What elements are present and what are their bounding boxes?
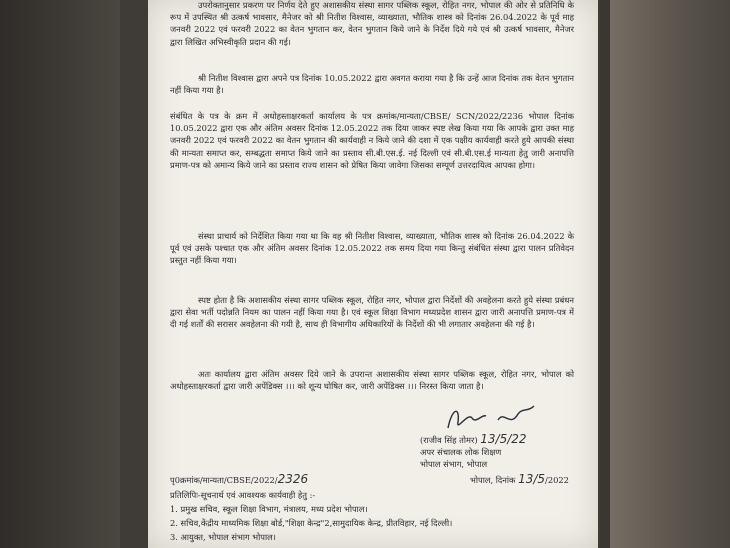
reference-number: 2326 (277, 472, 309, 486)
cc-item: 2. सचिव,केंद्रीय माध्यमिक शिक्षा बोर्ड,"शिक्षा केन्द्र"2,सामुदायिक केन्द्र, प्रीतविहार, नई दिल्ली। (170, 518, 453, 528)
cc-item: 3. आयुक्त, भोपाल संभाग भोपाल। (170, 532, 276, 542)
background-left (0, 0, 120, 548)
reference-place-date-label: भोपाल, दिनांक (470, 475, 516, 485)
signatory-name-line (420, 433, 590, 446)
cc-section (170, 488, 590, 544)
paragraph-order: अतः कार्यालय द्वारा अंतिम अवसर दिये जाने के उपरान्त अशासकीय संस्था सागर पब्लिक स्कूल, रोहित नगर, भोपाल को अधोहस्ताक्षरकर्ता द्वारा जारी अपेंडिक्स ।।। को शून्य घोषित कर, जारी अपेंडिक्स ।।। निरस्त किया जाता है। (170, 369, 574, 392)
paragraph-principal-directive: संस्था प्राचार्य को निर्देशित किया गया था कि वह श्री नितीश विश्वास, व्याख्याता, भौतिक शास्त्र को दिनांक 26.04.2022 के पूर्व एवं उसके पश्चात एक और अंतिम अवसर दिनांक 12.05.2022 तक समय दिया गया किन्तु संबंधित संस्था द्वारा पालन प्रतिवेदन प्रस्तुत नहीं किया गया। (170, 231, 574, 266)
reference-year: /2022 (545, 475, 569, 485)
cc-heading: प्रतिलिपिः-सूचनार्थ एवं आवश्यक कार्यवाही हेतु :- (170, 490, 316, 500)
paragraph-final-notice: संबंधित के पत्र के क्रम में अधोहस्ताक्षरकर्ता कार्यालय के पत्र क्रमांक/मान्यता/CBSE/ SCN/2022/2236 भोपाल दिनांक 10.05.2022 द्वारा एक और अंतिम अवसर दिनांक 12.05.2022 तक दिया जाकर स्पष्ट लेख किया गया कि आपके द्वारा उक्त माह जनवरी 2022 एवं फरवरी 2022 का वेतन भुगतान की कार्यवाही न किये जाने की दशा में एक पक्षीय कार्यवाही करते हुये आपकी संस्था की मान्यता समाप्त कर, सम्बद्धता समाप्त किये जाने का प्रस्ताव सी.बी.एस.ई. नई दिल्ली एवं सी.बी.एस.ई मान्यता हेतु जारी अनापत्ति प्रमाण-पत्र को अमान्य किये जाने का प्रस्ताव राज्य शासन को प्रेषित किया जावेगा जिसका सम्पूर्ण उत्तरदायित्व आपका होगा। (170, 111, 574, 170)
paragraph-decision: उपरोक्तानुसार प्रकरण पर निर्णय देते हुए अशासकीय संस्था सागर पब्लिक स्कूल, रोहित नगर, भोपाल की ओर से प्रतिनिधि के रूप में उपस्थित श्री उत्कर्ष भावसार, मैनेजर को श्री नितीश विश्वास, व्याख्याता, भौतिक शास्त्र को दिनांक 26.04.2022 के पूर्व माह जनवरी 2022 एवं फरवरी 2022 का वेतन भुगतान कर, वेतन भुगतान किये जाने के निर्देश दिये गये एवं श्री उत्कर्ष भावसार, मैनेजर द्वारा लिखित अभिस्वीकृति प्रदान की गई। (170, 0, 574, 47)
reference-prefix: पृ0क्रमांक/मान्यता/CBSE/2022/ (170, 475, 278, 485)
signature-block (420, 433, 590, 471)
reference-date-hand: 13/5 (518, 472, 546, 486)
cc-item: 1. प्रमुख सचिव, स्कूल शिक्षा विभाग, मंत्रालय, मध्य प्रदेश भोपाल। (170, 504, 368, 514)
paragraph-violation: स्पष्ट होता है कि अशासकीय संस्था सागर पब्लिक स्कूल, रोहित नगर, भोपाल द्वारा निर्देशों की अवहेलना करते हुये संस्था प्रबंधन द्वारा सेवा भर्ती पदोन्नति नियम का पालन नहीं किया गया है। एवं स्कूल शिक्षा विभाग मध्यप्रदेश शासन द्वारा जारी अनापत्ति प्रमाण-पत्र में दी गई शर्तों की सरासर अवहेलना की गयी है, साथ ही विभागीय अधिकारियों के निर्देशों की भी लगातार अवहेलना की गई है। (170, 295, 574, 330)
binder-edge (600, 0, 610, 548)
letter-page (148, 0, 598, 548)
signatory-name: (राजीव सिंह तोमर) (420, 435, 478, 445)
reference-line (170, 473, 590, 486)
signatory-division: भोपाल संभाग, भोपाल (420, 459, 488, 470)
background-right (600, 0, 730, 548)
signature-date: 13/5/22 (480, 432, 527, 446)
reference-date (470, 473, 569, 486)
paragraph-salary-complaint: श्री नितीश विश्वास द्वारा अपने पत्र दिनांक 10.05.2022 द्वारा अवगत कराया गया है कि उन्हें आज दिनांक तक वेतन भुगतान नहीं किया गया है। (170, 73, 574, 96)
signatory-title: अपर संचालक लोक शिक्षण (420, 447, 502, 458)
